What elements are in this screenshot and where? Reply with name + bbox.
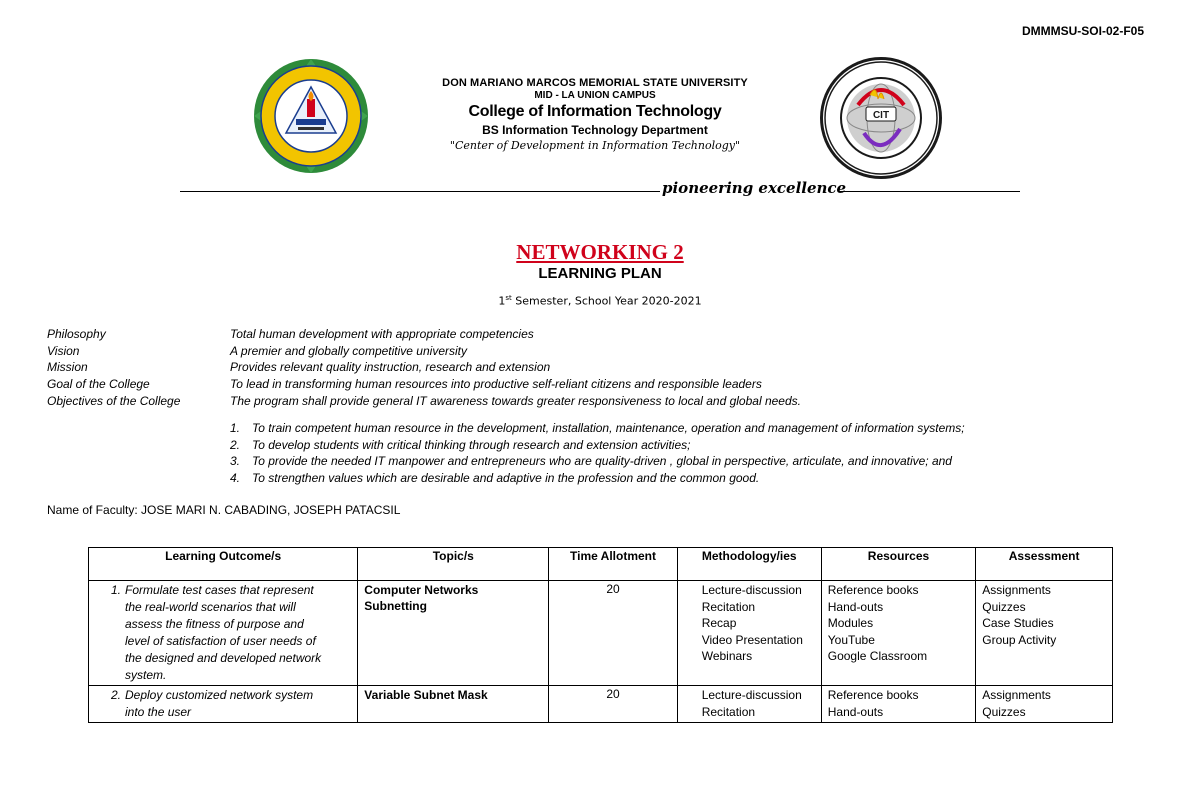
resources-cell [821,581,975,686]
objective-number: 1. [230,421,241,435]
college-name: College of Information Technology [468,103,722,120]
header-time-allotment: Time Allotment [549,548,677,581]
info-label: Philosophy [47,327,106,341]
campus-name: MID - LA UNION CAMPUS [534,90,656,101]
topic-cell: Computer Networks Subnetting [358,581,549,686]
resource-item: Hand-outs [827,704,884,719]
header-rule-right [838,191,1020,192]
assessment-item: Assignments [982,583,1051,597]
plan-title: LEARNING PLAN [538,265,662,282]
outcome-cell [89,686,358,723]
center-of-development: "Center of Development in Information Technology" [449,139,741,152]
university-seal-logo [252,57,370,175]
resource-item: Reference books [827,583,919,597]
document-code: DMMMSU-SOI-02-F05 [1021,24,1144,38]
info-value: To lead in transforming human resources into productive self-reliant citizens and responsible leaders [230,377,762,391]
header-learning-outcomes: Learning Outcome/s [89,548,358,581]
objective-text: To train competent human resource in the development, installation, maintenance, operation and management of information systems; [252,421,965,435]
method-item: Webinars [701,649,753,663]
resource-item: Hand-outs [827,599,884,614]
assessment-item: Case Studies [982,616,1054,630]
header [0,55,1200,205]
method-item: Recap [701,616,737,630]
assessment-cell [976,581,1113,686]
resource-item: YouTube [827,632,875,647]
info-value: The program shall provide general IT awareness towards greater responsiveness to local and global needs. [230,394,801,408]
resource-item: Reference books [827,688,919,702]
resources-cell [821,686,975,723]
methodology-cell [677,686,821,723]
objective-text: To provide the needed IT manpower and entrepreneurs who are quality-driven , global in perspective, articulate, and innovative; and [252,454,952,468]
objective-text: To develop students with critical thinking through research and extension activities; [252,437,691,452]
time-cell: 20 [549,686,677,723]
method-item: Lecture-discussion [701,583,802,597]
outcome-text: Deploy customized network system into the user [125,688,314,719]
outcome-number: 1. [110,583,121,597]
resource-item: Modules [827,616,874,630]
table-row [89,581,1113,686]
assessment-cell [976,686,1113,723]
university-heading [380,77,810,152]
objective-item [230,438,965,455]
faculty-line: Name of Faculty: JOSE MARI N. CABADING, JOSEPH PATACSIL [47,503,401,517]
assessment-item: Quizzes [982,599,1026,614]
semester-rest: Semester, School Year 2020-2021 [511,294,702,308]
department-name: BS Information Technology Department [482,123,708,137]
info-value: Provides relevant quality instruction, research and extension [230,360,551,374]
info-label: Mission [47,360,88,374]
methodology-cell [677,581,821,686]
objective-text: To strengthen values which are desirable and adaptive in the profession and the common good. [252,470,760,485]
tagline: pioneering excellence [662,179,847,197]
objective-item [230,471,965,488]
info-label: Objectives of the College [47,394,181,408]
resource-item: Google Classroom [827,649,928,663]
method-item: Video Presentation [701,632,803,647]
objectives-list [230,421,965,487]
header-resources: Resources [821,548,975,581]
objective-item [230,454,965,471]
learning-plan-table [88,547,1113,723]
time-cell: 20 [549,581,677,686]
outcome-number: 2. [110,688,121,702]
header-topics: Topic/s [358,548,549,581]
header-rule-left [180,191,660,192]
assessment-item: Group Activity [982,632,1057,647]
header-assessment: Assessment [976,548,1113,581]
assessment-item: Assignments [982,688,1051,702]
semester-line [0,294,1200,308]
assessment-item: Quizzes [982,704,1026,719]
outcome-text: Formulate test cases that represent the real-world scenarios that will assess the fitness of purpose and level of satisfaction of user needs of the designed and developed network system. [125,583,322,682]
objective-number: 4. [230,470,241,485]
cit-badge-text: CIT [872,110,890,121]
method-item: Recitation [701,599,756,614]
course-title: NETWORKING 2 [516,240,684,264]
semester-suffix: st [505,294,512,302]
info-value: A premier and globally competitive university [230,344,467,358]
semester-ordinal: 1 [498,294,506,308]
header-methodology: Methodology/ies [677,548,821,581]
table-header-row [89,548,1113,581]
method-item: Recitation [701,704,756,719]
objective-number: 3. [230,454,241,468]
table-row [89,686,1113,723]
objective-number: 2. [230,437,241,452]
topic-cell: Variable Subnet Mask [358,686,549,723]
info-label: Vision [47,344,80,358]
info-value: Total human development with appropriate competencies [230,327,534,341]
outcome-cell [89,581,358,686]
university-name: DON MARIANO MARCOS MEMORIAL STATE UNIVERSITY [442,77,748,89]
objective-item [230,421,965,438]
info-label: Goal of the College [47,377,150,391]
cit-seal-logo [818,55,944,181]
method-item: Lecture-discussion [701,688,802,702]
